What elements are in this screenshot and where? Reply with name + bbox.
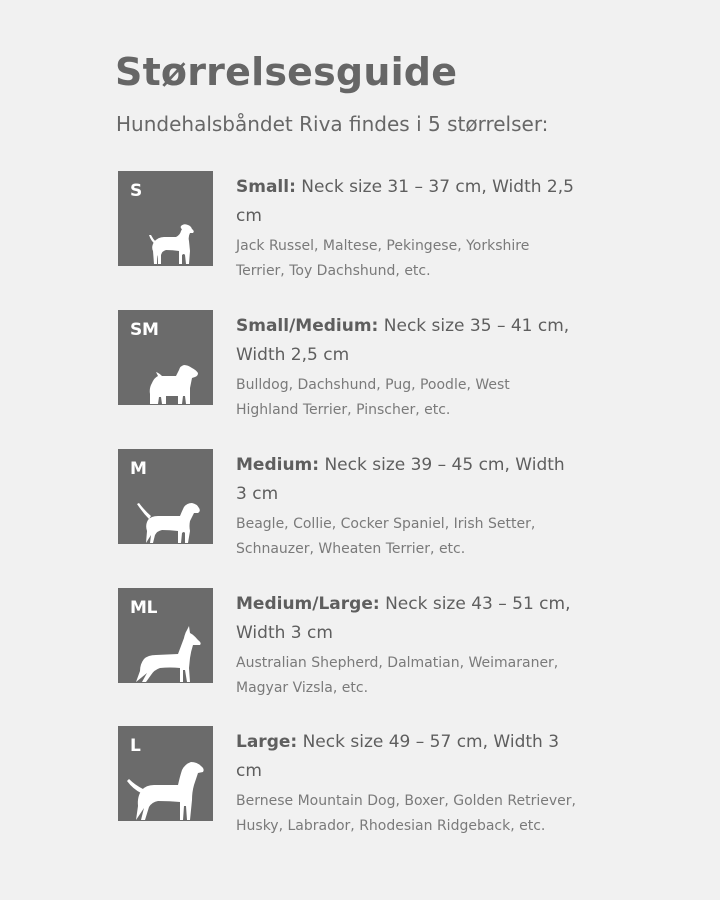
size-code: M (130, 459, 147, 479)
size-tile-sm (118, 310, 213, 405)
size-name: Large: (236, 732, 298, 752)
size-tile-l (118, 726, 213, 821)
size-spec: Neck size 39 – 45 cm, Width 3 cm (236, 455, 565, 504)
size-row-m (118, 449, 588, 569)
size-text-ml (236, 590, 576, 701)
small-dog-icon (118, 171, 213, 266)
size-heading (236, 312, 576, 370)
size-code: L (130, 736, 141, 756)
size-tile-ml (118, 588, 213, 683)
size-text-l (236, 728, 576, 839)
size-code: S (130, 181, 142, 201)
size-name: Small: (236, 177, 296, 197)
size-row-l (118, 726, 588, 846)
terrier-dog-icon (118, 310, 213, 405)
size-text-s (236, 173, 576, 284)
size-text-sm (236, 312, 576, 423)
size-tile-s (118, 171, 213, 266)
size-name: Small/Medium: (236, 316, 379, 336)
size-heading (236, 451, 576, 509)
size-text-m (236, 451, 576, 562)
size-tile-m (118, 449, 213, 544)
size-breeds: Bernese Mountain Dog, Boxer, Golden Retriever, Husky, Labrador, Rhodesian Ridgeback, etc. (236, 793, 576, 834)
size-code: ML (130, 598, 158, 618)
size-row-ml (118, 588, 588, 708)
size-name: Medium/Large: (236, 594, 380, 614)
size-breeds: Jack Russel, Maltese, Pekingese, Yorkshire Terrier, Toy Dachshund, etc. (236, 238, 530, 279)
size-spec: Neck size 43 – 51 cm, Width 3 cm (236, 594, 571, 643)
size-spec: Neck size 49 – 57 cm, Width 3 cm (236, 732, 560, 781)
size-spec: Neck size 35 – 41 cm, Width 2,5 cm (236, 316, 570, 365)
size-heading (236, 173, 576, 231)
medium-dog-icon (118, 449, 213, 544)
size-breeds: Australian Shepherd, Dalmatian, Weimaraner, Magyar Vizsla, etc. (236, 655, 559, 696)
page-subtitle: Hundehalsbåndet Riva findes i 5 størrelser: (116, 112, 549, 136)
size-spec: Neck size 31 – 37 cm, Width 2,5 cm (236, 177, 574, 226)
size-heading (236, 590, 576, 648)
size-breeds: Bulldog, Dachshund, Pug, Poodle, West Highland Terrier, Pinscher, etc. (236, 377, 510, 418)
size-row-sm (118, 310, 588, 430)
size-code: SM (130, 320, 159, 340)
page-title: Størrelsesguide (115, 50, 458, 94)
size-name: Medium: (236, 455, 320, 475)
size-row-s (118, 171, 588, 291)
size-breeds: Beagle, Collie, Cocker Spaniel, Irish Setter, Schnauzer, Wheaten Terrier, etc. (236, 516, 536, 557)
doberman-dog-icon (118, 588, 213, 683)
size-heading (236, 728, 576, 786)
large-dog-icon (118, 726, 213, 821)
